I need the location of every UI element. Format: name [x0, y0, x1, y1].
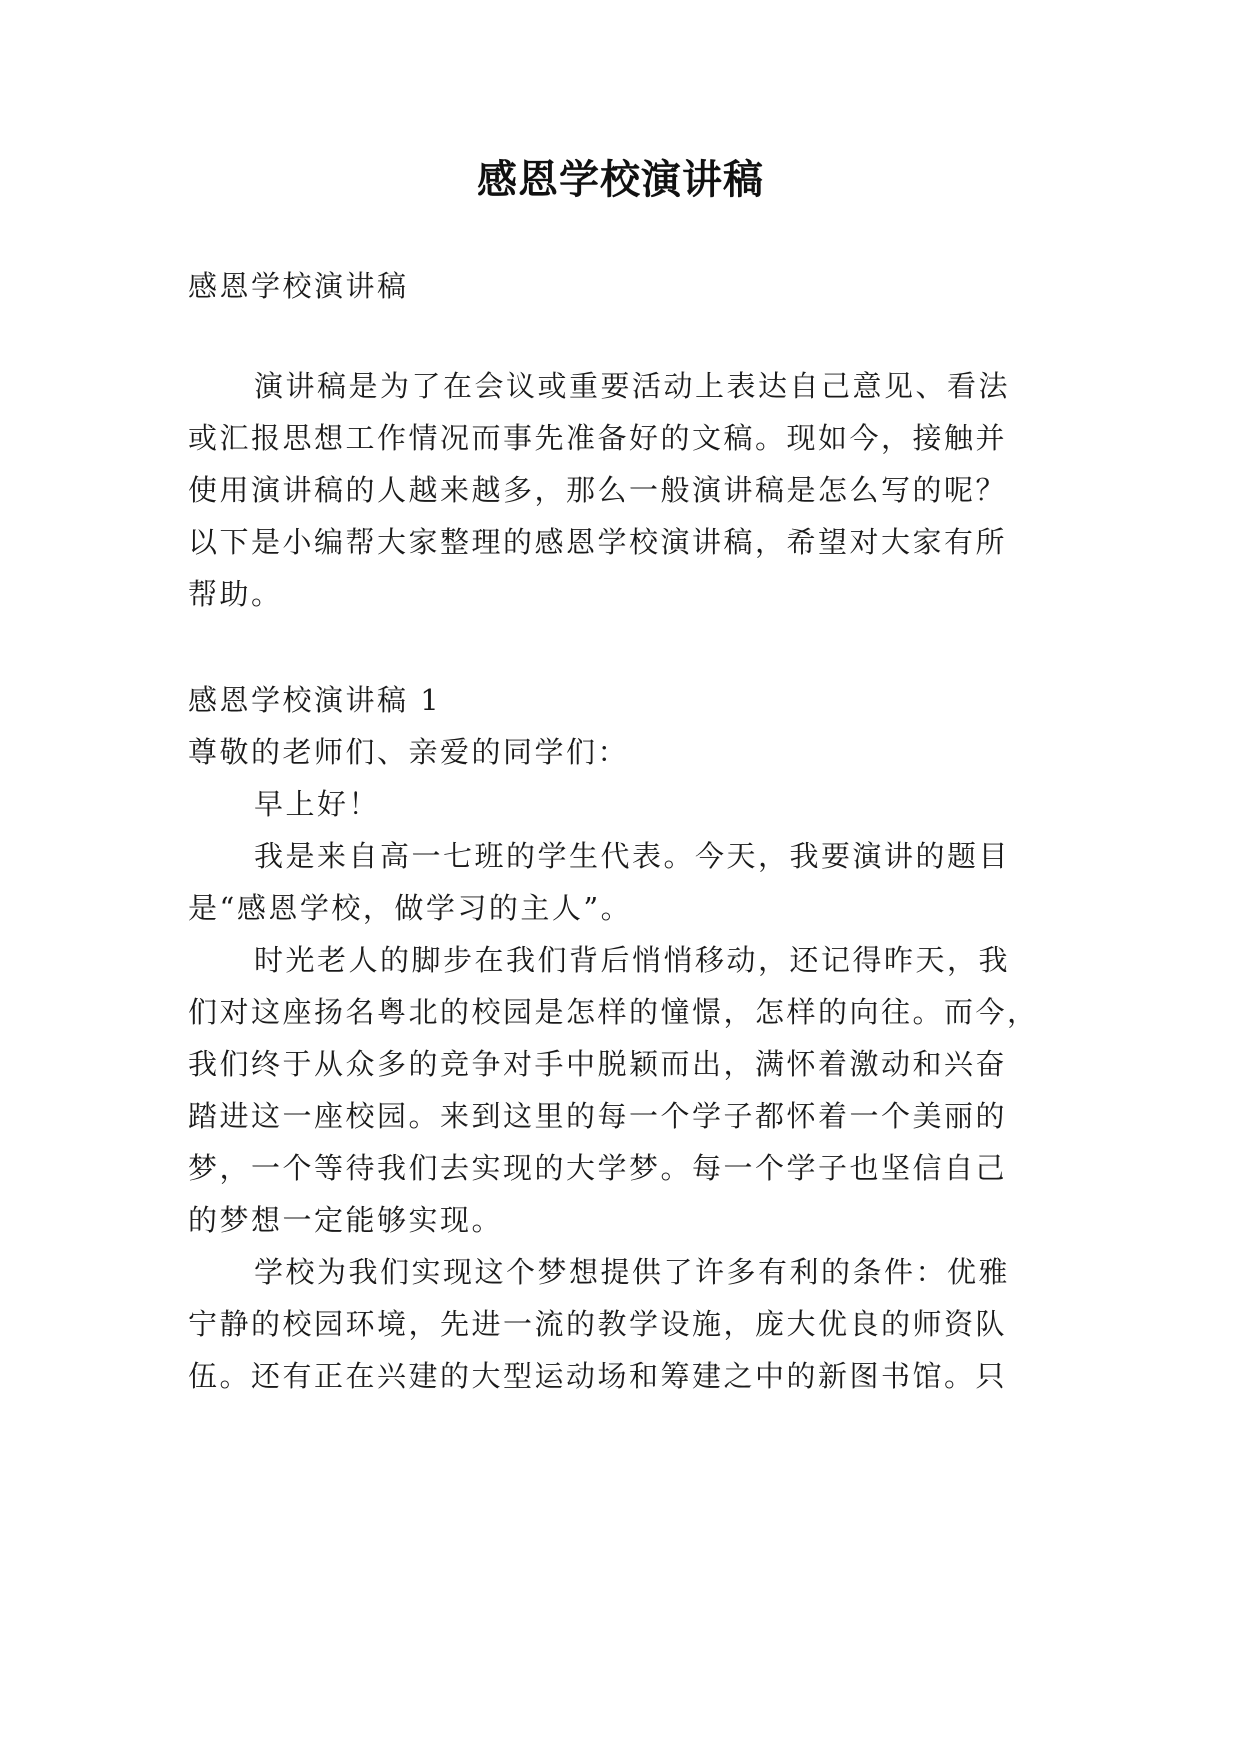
document-title: 感恩学校演讲稿	[477, 157, 764, 203]
intro-line: 帮助。	[188, 577, 283, 611]
paragraph-line: 宁静的校园环境，先进一流的教学设施，庞大优良的师资队	[188, 1307, 1008, 1341]
paragraph-line: 伍。还有正在兴建的大型运动场和筹建之中的新图书馆。只	[188, 1359, 1008, 1393]
intro-line: 演讲稿是为了在会议或重要活动上表达自己意见、看法	[254, 369, 1011, 403]
greeting: 早上好！	[254, 787, 381, 821]
paragraph-line: 踏进这一座校园。来到这里的每一个学子都怀着一个美丽的	[188, 1099, 1008, 1133]
salutation: 尊敬的老师们、亲爱的同学们：	[188, 735, 630, 769]
paragraph-line: 梦，一个等待我们去实现的大学梦。每一个学子也坚信自己	[188, 1151, 1008, 1185]
intro-line: 或汇报思想工作情况而事先准备好的文稿。现如今，接触并	[188, 421, 1008, 455]
paragraph-line: 是“感恩学校，做学习的主人”。	[188, 891, 633, 925]
section-heading: 感恩学校演讲稿 1	[188, 683, 442, 717]
intro-line: 使用演讲稿的人越来越多，那么一般演讲稿是怎么写的呢？	[188, 473, 1008, 507]
paragraph-line: 我们终于从众多的竞争对手中脱颖而出，满怀着激动和兴奋	[188, 1047, 1008, 1081]
paragraph-line: 们对这座扬名粤北的校园是怎样的憧憬，怎样的向往。而今，	[188, 995, 1039, 1029]
paragraph-line: 学校为我们实现这个梦想提供了许多有利的条件：优雅	[254, 1255, 1011, 1289]
paragraph-line: 我是来自高一七班的学生代表。今天，我要演讲的题目	[254, 839, 1011, 873]
document-subtitle: 感恩学校演讲稿	[188, 269, 409, 303]
paragraph-line: 的梦想一定能够实现。	[188, 1203, 504, 1237]
intro-line: 以下是小编帮大家整理的感恩学校演讲稿，希望对大家有所	[188, 525, 1008, 559]
paragraph-line: 时光老人的脚步在我们背后悄悄移动，还记得昨天，我	[254, 943, 1011, 977]
